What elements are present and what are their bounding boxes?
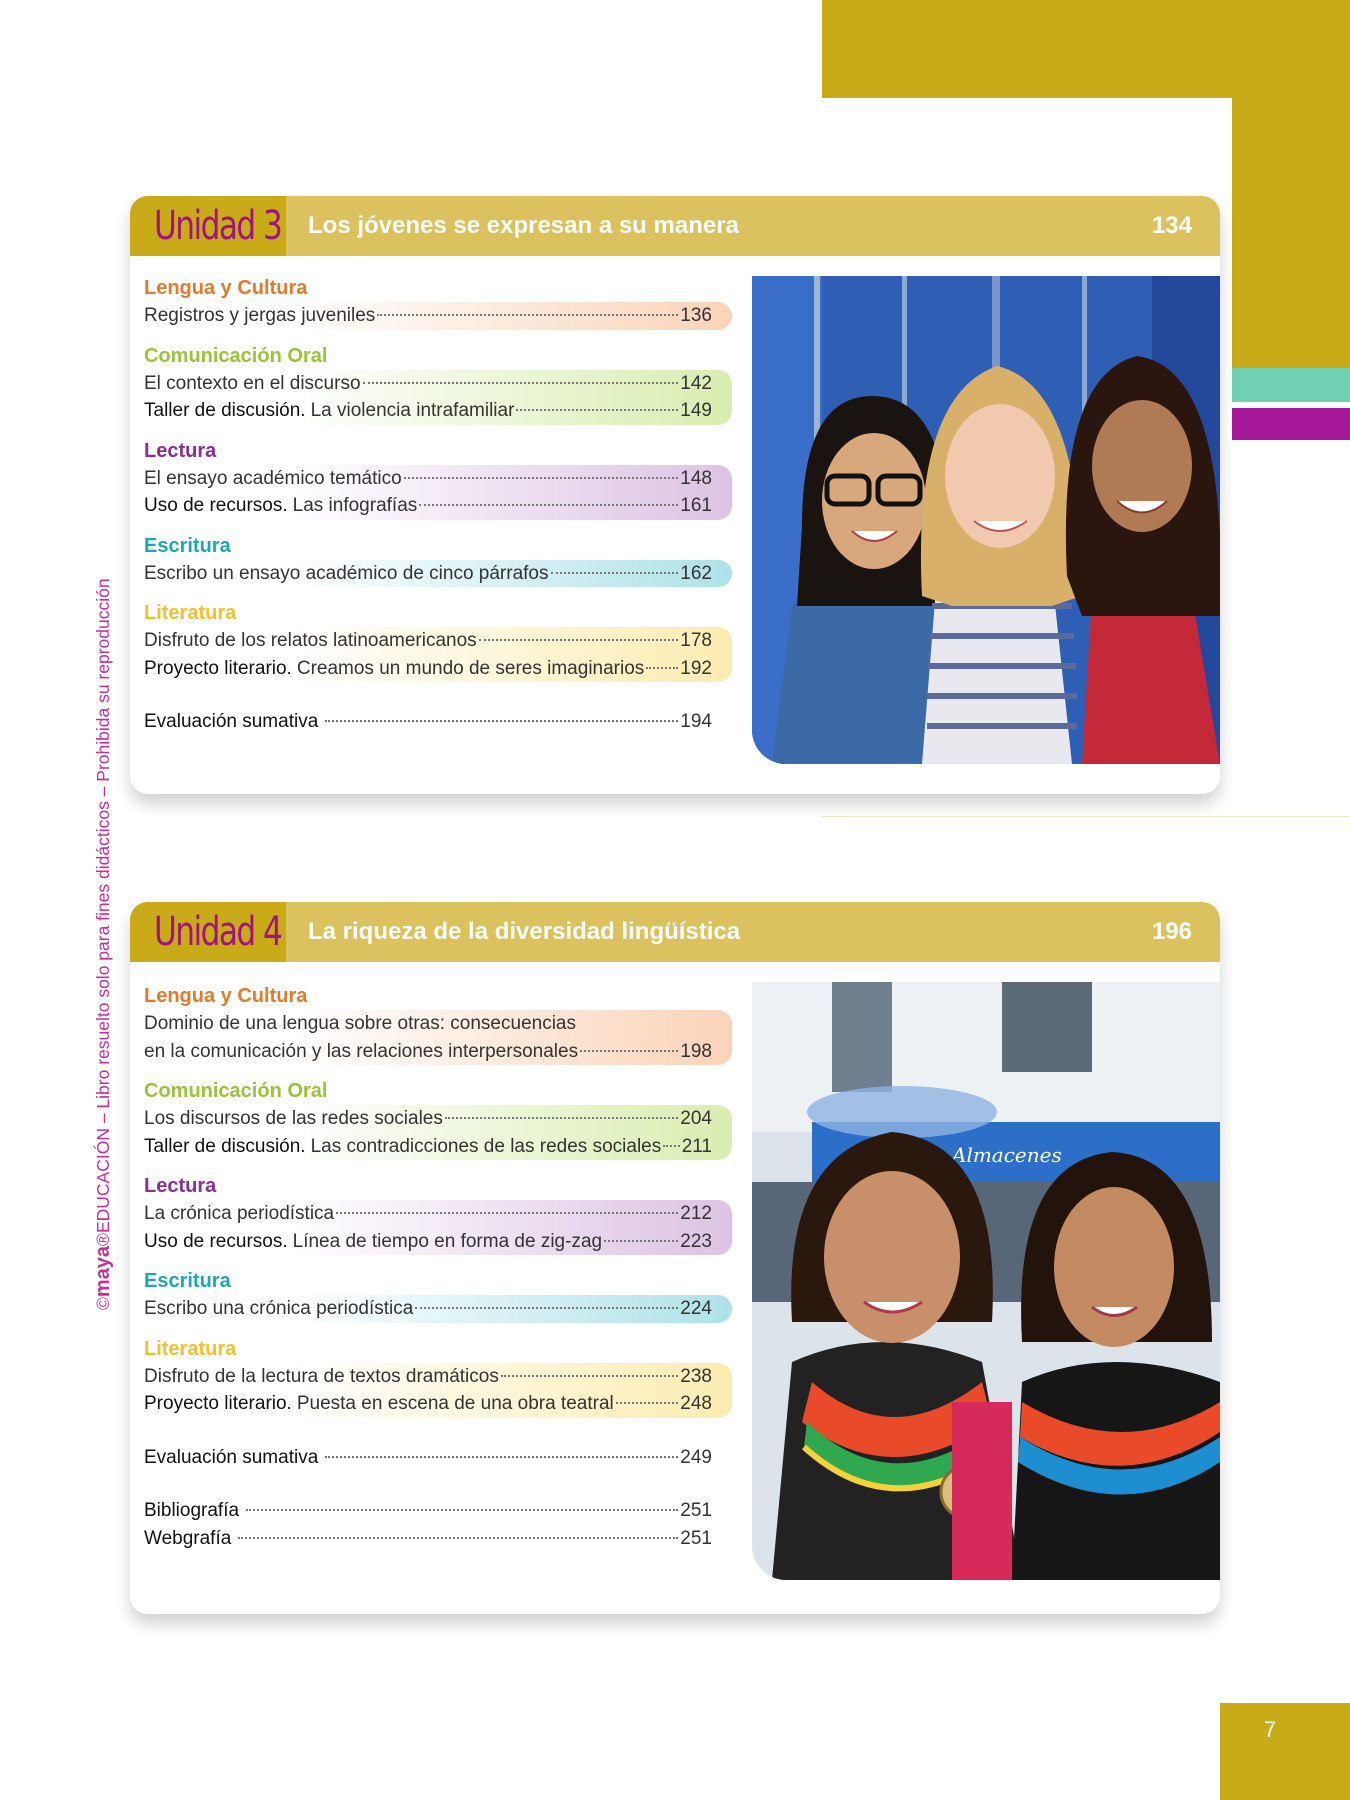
unit-3-photo [752, 276, 1220, 764]
toc-entry-webgraphy[interactable]: Webgrafía 251 [144, 1527, 712, 1549]
toc-entry[interactable]: Proyecto literario. Puesta en escena de una obra teatral 248 [144, 1393, 712, 1414]
section-title: Comunicación Oral [144, 1080, 328, 1102]
unit-3-contents [144, 274, 732, 736]
section-title: Literatura [144, 602, 237, 624]
copyright-text: ®EDUCACIÓN – Libro resuelto solo para fines didácticos – Prohibida su reproducción [92, 578, 113, 1246]
section-entries [144, 1295, 732, 1323]
store-sign: Almacenes [952, 1143, 1062, 1167]
toc-entry[interactable]: en la comunicación y las relaciones interpersonales 198 [144, 1040, 712, 1062]
unit-label: Unidad 3 [130, 196, 286, 256]
toc-entry-bibliography[interactable]: Bibliografía 251 [144, 1500, 712, 1521]
section-title: Lectura [144, 1175, 217, 1197]
section-entries [144, 627, 732, 682]
section-title: Lengua y Cultura [144, 277, 308, 299]
section-entries [144, 1200, 732, 1255]
toc-entry-evaluation[interactable]: Evaluación sumativa 249 [144, 1446, 712, 1468]
section-entries [144, 1363, 732, 1418]
toc-entry[interactable]: El ensayo académico temático 148 [144, 467, 712, 489]
page-number: 7 [1220, 1703, 1350, 1800]
toc-entry[interactable]: Escribo un ensayo académico de cinco párrafos 162 [144, 562, 712, 584]
unit-3-card [130, 196, 1220, 794]
right-decor-block [1232, 98, 1350, 384]
unit-4-contents [144, 982, 732, 1552]
section-title: Escritura [144, 1270, 231, 1292]
toc-entry[interactable]: Escribo una crónica periodística 224 [144, 1298, 712, 1319]
toc-entry-evaluation[interactable]: Evaluación sumativa 194 [144, 711, 712, 732]
section-entries [144, 370, 732, 425]
copyright-notice [86, 470, 120, 1310]
toc-entry[interactable]: Taller de discusión. La violencia intrafamiliar 149 [144, 400, 712, 421]
toc-entry-line[interactable]: Dominio de una lengua sobre otras: consecuencias [144, 1013, 576, 1034]
toc-entry[interactable]: Disfruto de la lectura de textos dramáticos 238 [144, 1365, 712, 1387]
copyright-symbol: © [92, 1297, 113, 1310]
toc-entry[interactable]: Registros y jergas juveniles 136 [144, 305, 712, 326]
unit-page-number[interactable]: 196 [1151, 918, 1192, 945]
section-entries [144, 560, 732, 588]
top-decor-block [822, 0, 1350, 98]
toc-entry[interactable]: Disfruto de los relatos latinoamericanos 178 [144, 630, 712, 651]
toc-entry[interactable]: Proyecto literario. Creamos un mundo de seres imaginarios 192 [144, 657, 712, 679]
toc-entry[interactable]: Los discursos de las redes sociales 204 [144, 1108, 712, 1129]
section-title: Lengua y Cultura [144, 985, 308, 1007]
toc-entry[interactable]: Taller de discusión. Las contradicciones de las redes sociales 211 [144, 1135, 712, 1157]
brand-name: maya [91, 1245, 114, 1298]
toc-entry[interactable]: El contexto en el discurso 142 [144, 372, 712, 394]
section-entries [144, 1105, 732, 1160]
section-title: Comunicación Oral [144, 344, 328, 367]
divider-line [822, 816, 1350, 817]
toc-entry[interactable]: La crónica periodística 212 [144, 1203, 712, 1224]
unit-page-number[interactable]: 134 [1151, 212, 1192, 239]
unit-title: Los jóvenes se expresan a su manera [308, 212, 739, 239]
section-title: Lectura [144, 439, 217, 462]
unit-label: Unidad 4 [130, 902, 286, 962]
section-entries [144, 1010, 732, 1065]
unit-4-header [130, 902, 1220, 962]
unit-3-header [130, 196, 1220, 256]
unit-4-photo [752, 982, 1220, 1580]
magenta-decor-stripe [1232, 408, 1350, 440]
toc-entry[interactable]: Uso de recursos. Las infografías 161 [144, 495, 712, 516]
section-entries [144, 465, 732, 520]
section-title: Escritura [144, 534, 231, 557]
section-entries [144, 302, 732, 330]
section-title: Literatura [144, 1337, 237, 1360]
toc-entry[interactable]: Uso de recursos. Línea de tiempo en forma de zig-zag 223 [144, 1230, 712, 1252]
unit-4-card [130, 902, 1220, 1614]
teal-decor-stripe [1232, 368, 1350, 402]
unit-title: La riqueza de la diversidad lingüística [308, 918, 741, 945]
